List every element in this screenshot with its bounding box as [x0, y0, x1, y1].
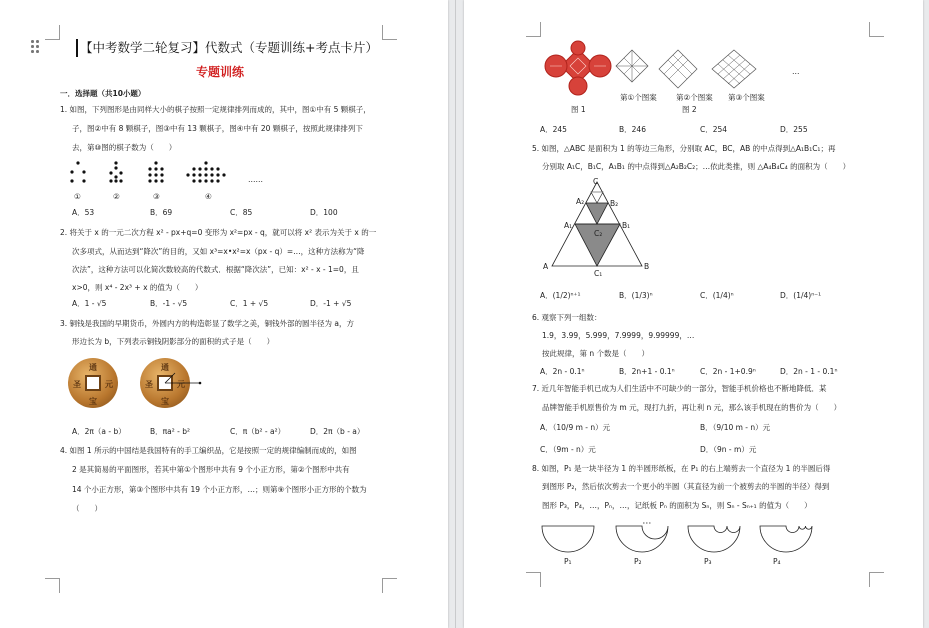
answer-option[interactable]: C．(1/4)ⁿ	[700, 291, 734, 300]
coin-character: 圣	[73, 380, 81, 389]
question-text-line: 8. 如图，P₁ 是一块半径为 1 的半圆形纸板，在 P₁ 的右上端剪去一个直径为 1 的半圆后得	[532, 464, 831, 473]
answer-option[interactable]: D．-1 + √5	[310, 299, 352, 308]
answer-option[interactable]: A．（10/9 m - n）元	[540, 423, 611, 432]
figure-caption: 第①个图案	[620, 93, 657, 102]
answer-option[interactable]: A．2n - 0.1ⁿ	[540, 367, 585, 376]
question-text-line: 3. 铜钱是我国的早期货币，外圆内方的构造彰显了数学之美，铜钱外部的圆半径为 a，方	[60, 319, 355, 328]
coin-character: 圣	[145, 380, 153, 389]
question-text-line: 次多项式，从而达到“降次”的目的，又如 x³=x•x²=x（px - q）=…，这种方法称为“降	[72, 247, 365, 256]
coin-character: 宝	[89, 397, 97, 406]
answer-option[interactable]: A．245	[540, 125, 567, 134]
question-text-line: 1.9，3.99，5.999，7.9999，9.99999，…	[542, 331, 695, 340]
question-text-line: 2. 将关于 x 的一元二次方程 x² - px+q=0 变形为 x²=px - q，就可以将 x² 表示为关于 x 的一	[60, 228, 377, 237]
coin-character: 宝	[161, 397, 169, 406]
page-corner-mark	[45, 25, 60, 40]
page-corner-mark	[382, 25, 397, 40]
figure-label: ④	[205, 192, 212, 201]
chess-pattern-figure	[66, 160, 246, 190]
question-text-line: 2 是其简易的平面图形，若其中第①个图形中共有 9 个小正方形，第②个图形中共有	[72, 465, 350, 474]
answer-option[interactable]: B．(1/3)ⁿ	[619, 291, 653, 300]
answer-option[interactable]: C．2n - 1+0.9ⁿ	[700, 367, 756, 376]
answer-option[interactable]: C．254	[700, 125, 728, 134]
question-text-line: 品牌智能手机原售价为 m 元，现打九折，再让利 n 元，那么该手机现在的售价为（ ）	[542, 403, 842, 412]
copper-coin-image	[68, 358, 118, 408]
answer-option[interactable]: D．2n - 1 - 0.1ⁿ	[780, 367, 838, 376]
answer-option[interactable]: D．(1/4)ⁿ⁻¹	[780, 291, 822, 300]
answer-option[interactable]: B．246	[619, 125, 646, 134]
section-heading: 专题训练	[196, 65, 245, 79]
page-gap	[455, 0, 456, 628]
question-text-line: 分别取 A₁C，B₁C，A₁B₁ 的中点得到△A₂B₂C₂；…依此类推，则 △A₄B₄C₄ 的面积为（ ）	[542, 162, 851, 171]
figure-label: P₂	[634, 557, 642, 566]
question-section-label: 一．选择题（共10小题）	[60, 89, 146, 98]
figure-caption: 第③个图案	[728, 93, 765, 102]
document-title[interactable]: 【中考数学二轮复习】代数式（专题训练+考点卡片）	[80, 40, 378, 55]
coin-character: 通	[89, 363, 97, 372]
question-text-line: 图形 P₃，P₄，…，Pₙ，…，记纸板 Pₙ 的面积为 Sₙ，则 Sₙ - Sₙ₊₁ 的值为（ ）	[542, 501, 812, 510]
figure-label: P₄	[773, 557, 781, 566]
question-text-line: 5. 如图，△ABC 是面积为 1 的等边三角形，分别取 AC，BC，AB 的中点得到△A₁B₁C₁；再	[532, 144, 836, 153]
page-corner-mark	[869, 572, 884, 587]
vertex-label: B	[644, 262, 650, 271]
chinese-knot-image	[542, 42, 614, 98]
answer-option[interactable]: B．（9/10 m - n）元	[700, 423, 771, 432]
page-corner-mark	[382, 578, 397, 593]
document-page-1	[0, 0, 448, 628]
drag-handle-icon[interactable]	[31, 40, 40, 54]
coin-character: 元	[177, 380, 185, 389]
answer-option[interactable]: B．2n+1 - 0.1ⁿ	[619, 367, 675, 376]
coin-character: 通	[161, 363, 169, 372]
knot-pattern-figure	[614, 48, 804, 90]
answer-option[interactable]: D．2π（b - a）	[310, 427, 365, 436]
answer-option[interactable]: A．53	[72, 208, 95, 217]
question-text-line: 7. 近几年智能手机已成为人们生活中不可缺少的一部分，智能手机价格也不断地降低．某	[532, 384, 827, 393]
question-text-line: 子，图②中有 8 颗棋子，图③中有 13 颗棋子，图④中有 20 颗棋子，按照此规律排列下	[72, 124, 363, 133]
answer-option[interactable]: C．85	[230, 208, 253, 217]
figure-label: ①	[74, 192, 81, 201]
figure-label: ②	[113, 192, 120, 201]
question-text-line: 按此规律，第 n 个数是（ ）	[542, 349, 650, 358]
coin-square-hole	[85, 375, 101, 391]
answer-option[interactable]: D．100	[310, 208, 338, 217]
question-text-line: 4. 如图 1 所示的中国结是我国特有的手工编织品，它是按照一定的规律编制而成的，如图	[60, 446, 357, 455]
answer-option[interactable]: B．πa² - b²	[150, 427, 191, 436]
answer-option[interactable]: B．-1 - √5	[150, 299, 188, 308]
question-text-line: 1. 如图，下列图形是由同样大小的棋子按照一定规律排列而成的，其中，图①中有 5 颗棋子，	[60, 105, 371, 114]
answer-option[interactable]: C．（9m - n）元	[540, 445, 596, 454]
answer-option[interactable]: D．255	[780, 125, 808, 134]
page-corner-mark	[526, 572, 541, 587]
answer-option[interactable]: B．69	[150, 208, 173, 217]
question-text-line: 形边长为 b，下列表示铜钱阴影部分的面积的式子是（ ）	[72, 337, 275, 346]
figure-ellipsis: ……	[248, 175, 263, 184]
question-text-line: 到图形 P₂，然后依次剪去一个更小的半圆（其直径为前一个被剪去的半圆的半径）得到	[542, 482, 830, 491]
figure-ellipsis: …	[792, 67, 800, 76]
figure-caption: 图 1	[571, 105, 586, 114]
answer-option[interactable]: C．π（b² - a²）	[230, 427, 286, 436]
document-page-2	[464, 0, 923, 628]
answer-option[interactable]: A．1 - √5	[72, 299, 107, 308]
answer-option[interactable]: A．2π（a - b）	[72, 427, 126, 436]
vertex-label: C₂	[594, 229, 603, 238]
question-text-line: 14 个小正方形，第③个图形中共有 19 个小正方形，…；则第⑨个图形小正方形的个数为	[72, 485, 367, 494]
vertex-label: A	[543, 262, 549, 271]
coin-character: 元	[105, 380, 113, 389]
coin-radius-lines	[140, 358, 210, 408]
text-cursor	[76, 39, 78, 57]
question-text-line: x>0，则 x⁴ - 2x³ + x 的值为（ ）	[72, 283, 203, 292]
answer-option[interactable]: C．1 + √5	[230, 299, 269, 308]
answer-option[interactable]: A．(1/2)ⁿ⁺¹	[540, 291, 581, 300]
page-corner-mark	[526, 22, 541, 37]
question-text-line: 6. 观察下列一组数：	[532, 313, 602, 322]
vertex-label: C₁	[594, 269, 603, 278]
vertex-label: B₂	[610, 199, 619, 208]
figure-label: ③	[153, 192, 160, 201]
figure-label: P₃	[704, 557, 712, 566]
vertex-label: C	[593, 177, 599, 186]
vertex-label: A₂	[576, 197, 585, 206]
question-text-line: 次法”，这种方法可以化简次数较高的代数式．根据“降次法”，已知：x² - x - 1=0，且	[72, 265, 359, 274]
semicircle-figures	[540, 520, 830, 556]
page-corner-mark	[869, 22, 884, 37]
answer-option[interactable]: D．（9n - m）元	[700, 445, 757, 454]
question-text-line: 去，第⑩图的棋子数为（ ）	[72, 143, 177, 152]
vertex-label: A₁	[564, 221, 573, 230]
figure-caption: 图 2	[682, 105, 697, 114]
question-text-line: （ ）	[72, 504, 102, 513]
figure-label: P₁	[564, 557, 572, 566]
vertex-label: B₁	[622, 221, 631, 230]
figure-caption: 第②个图案	[676, 93, 713, 102]
page-corner-mark	[45, 578, 60, 593]
